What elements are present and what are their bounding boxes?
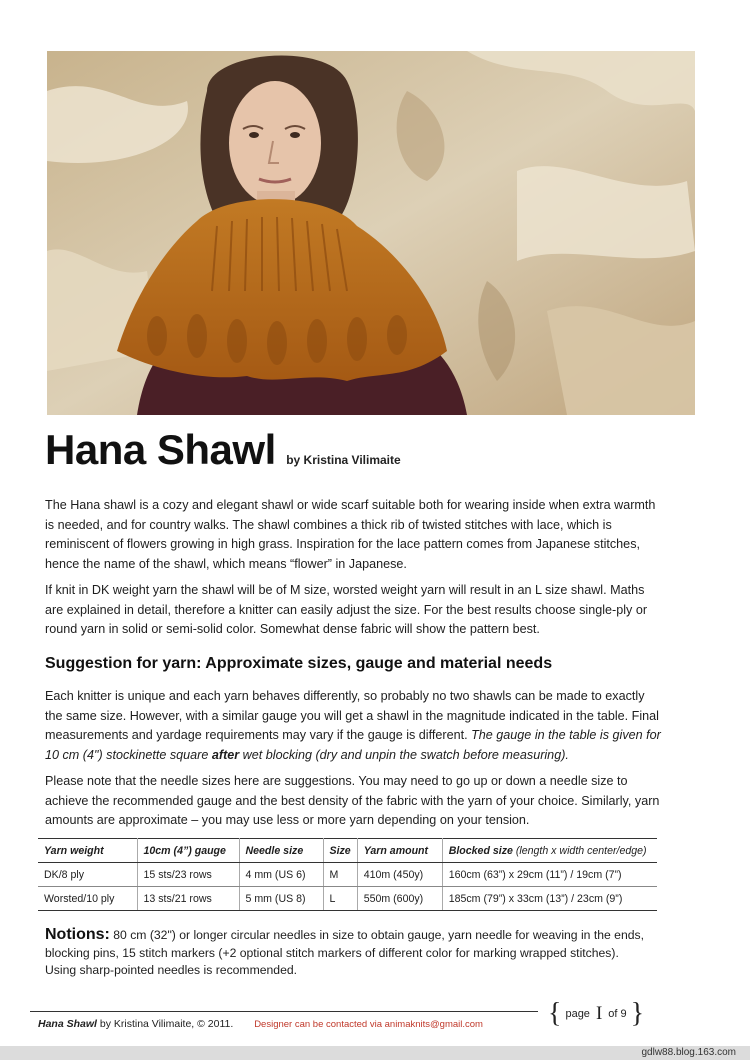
table-row [38,863,657,887]
footer-author: by Kristina Vilimaite, © 2011. [96,1018,234,1030]
yarn-text-1a: Each knitter is unique and each yarn behaves differently, so probably no two shawls can be made to exactly the same size. However, with a similar gauge you will get a shawl in the magnitude indicated in the table. Final measurements and yardage requirements may vary if the gauge is different. [45,689,659,743]
brace-open: { [548,998,562,1029]
footer-title: Hana Shawl [38,1018,97,1030]
col-header-size: Size [323,839,357,863]
col-header-yarn-weight: Yarn weight [38,839,137,863]
notions-text: 80 cm (32") or longer circular needles in size to obtain gauge, yarn needle for weaving in the ends, blocking pins, 15 stitch markers (+2 optional stitch markers of different color for marking wrapped stitches). Using sharp-pointed needles is recommended. [45,928,644,977]
yarn-table [38,838,657,911]
blocked-size-sub: (length x width center/edge) [515,844,647,857]
footer-contact-link[interactable]: Designer can be contacted via animaknits@gmail.com [254,1019,483,1030]
table-cell: M [323,863,357,887]
notions-paragraph [45,926,645,980]
yarn-text-1c: after [211,747,240,762]
table-cell: 5 mm (US 8) [239,887,323,911]
footer-credit [38,1018,483,1030]
page-label: page [565,1008,590,1020]
footer-divider [30,1011,538,1012]
table-row [38,887,657,911]
yarn-section-heading: Suggestion for yarn: Approximate sizes, gauge and material needs [45,655,553,672]
yarn-text-1 [45,687,665,765]
page-current: I [595,1003,603,1024]
table-cell: 550m (600y) [357,887,442,911]
col-header-yarn-amount: Yarn amount [357,839,442,863]
table-cell: Worsted/10 ply [38,887,137,911]
col-header-blocked-size [442,839,657,863]
table-cell: 4 mm (US 6) [239,863,323,887]
notions-label: Notions: [45,926,110,943]
page-total: of 9 [608,1008,627,1020]
blocked-size-label: Blocked size [448,844,513,857]
col-header-needle-size: Needle size [239,839,323,863]
intro-paragraph-2 [45,581,665,640]
col-header-gauge: 10cm (4”) gauge [137,839,239,863]
watermark: gdlw88.blog.163.com [641,1047,736,1058]
table-cell: 13 sts/21 rows [137,887,239,911]
byline: by Kristina Vilimaite [286,453,401,467]
table-header-row [38,839,657,863]
intro-text-2: If knit in DK weight yarn the shawl will be of M size, worsted weight yarn will result in an L size shawl. Maths are explained in detail, therefore a knitter can easily adjust the size. For the best results choose single-ply or round yarn in solid or semi-solid color. Somewhat dense fabric will show the pattern best. [45,583,648,637]
brace-close: } [630,998,645,1029]
hero-photo [47,51,695,415]
woman-wearing-shawl-photo [47,51,695,415]
yarn-text-1b: The gauge in the table is given for 10 cm (4") stockinette square [45,728,661,762]
yarn-paragraph-2 [45,772,665,831]
intro-text-1: The Hana shawl is a cozy and elegant shawl or wide scarf suitable both for wearing inside when extra warmth is needed, and for country walks. The shawl combines a thick rib of twisted stitches with lace, which is reminiscent of flowers growing in high grass. Inspiration for the lace pattern comes from Japanese stitches, hence the name of the shawl, which means “flower” in Japanese. [45,498,656,571]
table-cell: 185cm (79”) x 33cm (13”) / 23cm (9”) [442,887,657,911]
page-title: Hana Shawl [45,426,276,473]
table-cell: L [323,887,357,911]
table-cell: 410m (450y) [357,863,442,887]
table-cell: DK/8 ply [38,863,137,887]
intro-paragraph-1 [45,496,665,574]
yarn-text-1d: wet blocking (dry and unpin the swatch before measuring). [239,747,569,762]
table-cell: 15 sts/23 rows [137,863,239,887]
bottom-bar [0,1046,750,1060]
yarn-paragraph-1 [45,687,665,765]
page-number [548,998,644,1030]
title-row [45,426,401,474]
yarn-text-2: Please note that the needle sizes here are suggestions. You may need to go up or down a needle size to achieve the recommended gauge and the best density of the fabric with the yarn of your choice. Similarly, yarn amounts are approximate – you may use less or more yarn depending on your tension. [45,774,660,828]
table-cell: 160cm (63”) x 29cm (11”) / 19cm (7”) [442,863,657,887]
